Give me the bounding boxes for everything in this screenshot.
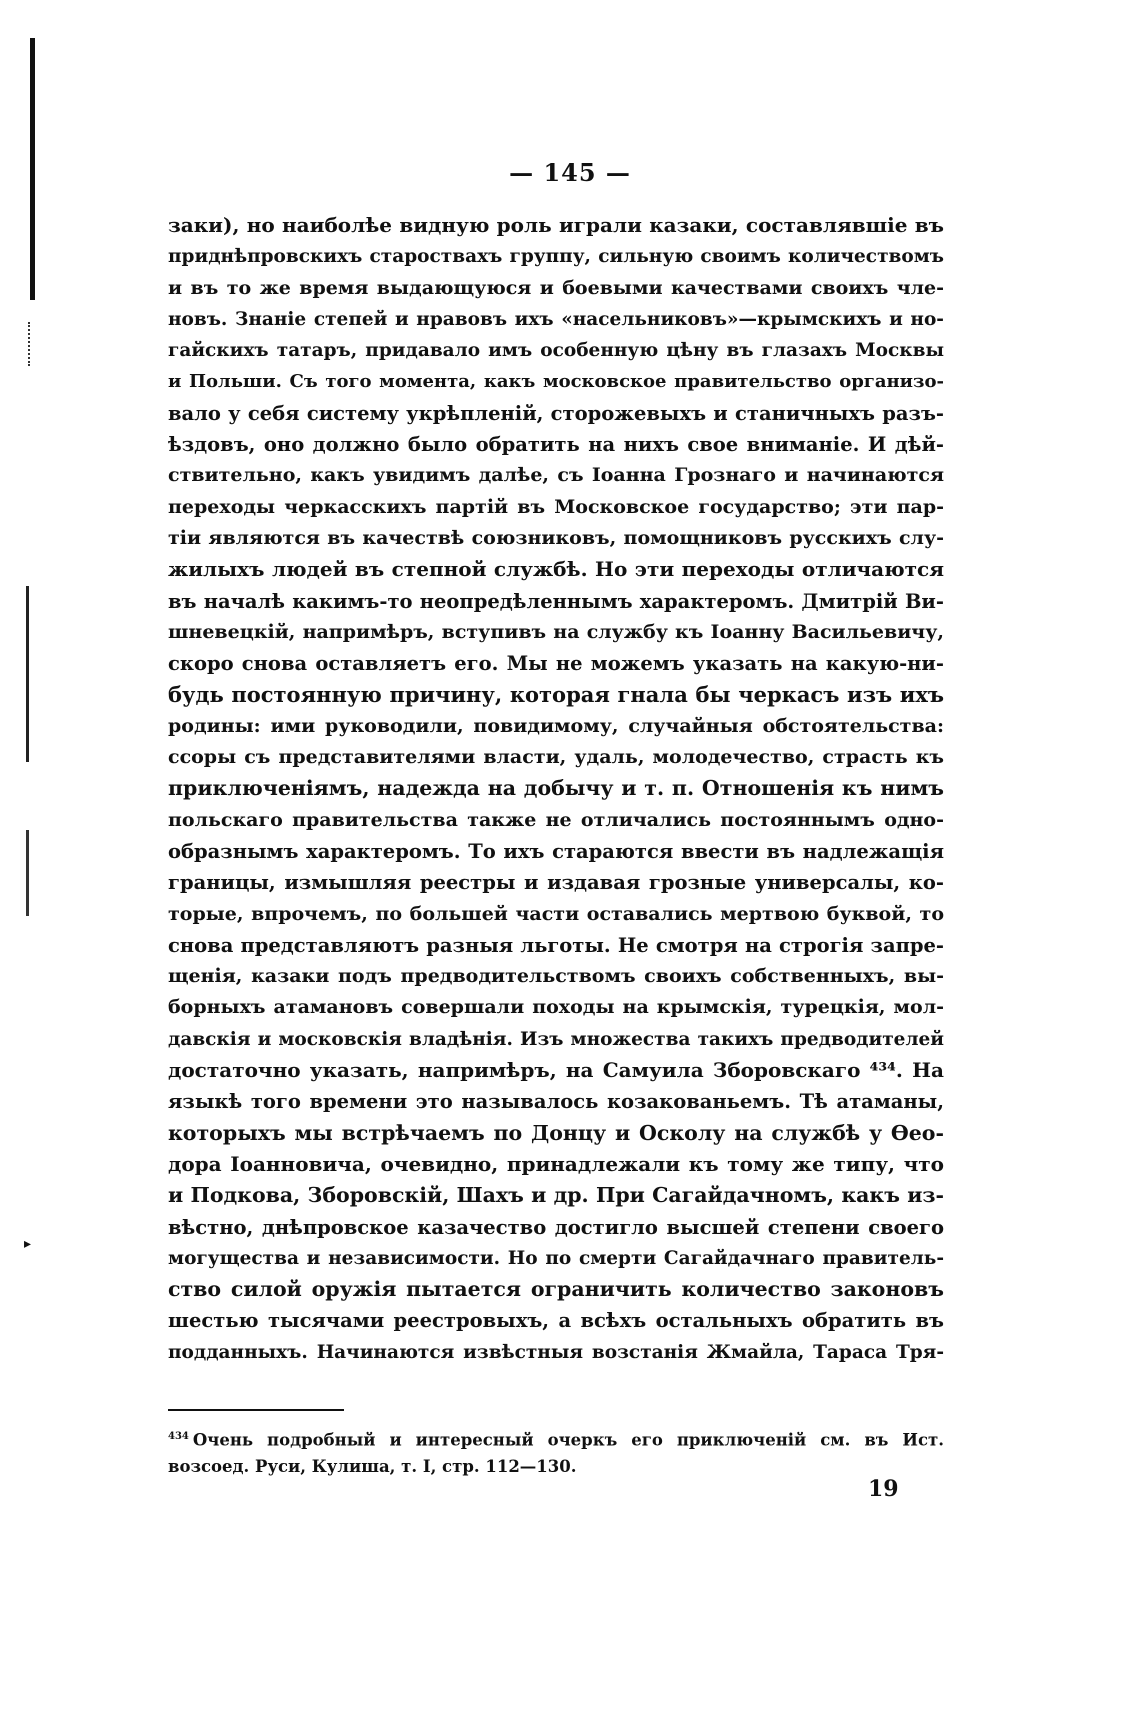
scan-edge-mark-bottom — [26, 830, 29, 916]
footnote-text-1: Очень подробный и интересный очеркъ его приключеній см. въ Ист. — [192, 1430, 944, 1450]
text-line: въ началѣ какимъ-то неопредѣленнымъ характеромъ. Дмитрій Ви- — [168, 589, 944, 613]
footnote-line-2: возсоед. Руси, Кулиша, т. I, стр. 112—130. — [168, 1457, 577, 1476]
text-line: дора Іоанновича, очевидно, принадлежали къ тому же типу, что — [168, 1151, 944, 1176]
text-line: переходы черкасскихъ партій въ Московское государство; эти пар- — [168, 495, 944, 518]
body-text — [168, 210, 944, 1368]
page-number: — 145 — — [509, 158, 631, 187]
text-line: заки), но наиболѣе видную роль играли казаки, составлявшіе въ — [168, 213, 944, 237]
text-line: и Польши. Съ того момента, какъ московское правительство организо- — [168, 371, 944, 393]
text-line: вало у себя систему укрѣпленій, сторожевыхъ и станичныхъ разъ- — [168, 401, 944, 425]
text-line: шестью тысячами реестровыхъ, а всѣхъ остальныхъ обратить въ — [168, 1309, 944, 1333]
text-line: гайскихъ татаръ, придавало имъ особенную цѣну въ глазахъ Москвы — [168, 340, 944, 362]
text-line: шневецкій, напримѣръ, вступивъ на службу къ Іоанну Васильевичу, — [168, 620, 944, 643]
text-line: приключеніямъ, надежда на добычу и т. п. Отношенія къ нимъ — [168, 776, 944, 801]
text-line: и въ то же время выдающуюся и боевыми качествами своихъ чле- — [168, 276, 944, 299]
text-line: могущества и независимости. Но по смерти Сагайдачнаго правитель- — [168, 1247, 944, 1269]
text-line: торые, впрочемъ, по большей части оставались мертвою буквой, то — [168, 902, 944, 925]
text-line: ство силой оружія пытается ограничить количество законовъ — [168, 1277, 944, 1302]
text-line: жилыхъ людей въ степной службѣ. Но эти переходы отличаются — [168, 557, 944, 582]
text-line: польскаго правительства также не отличались постояннымъ одно- — [168, 808, 944, 831]
text-line: ствительно, какъ увидимъ далѣе, съ Іоанна Грознаго и начинаются — [168, 464, 944, 487]
footnote-line-1 — [168, 1422, 944, 1452]
text-line: будь постоянную причину, которая гнала бы черкасъ изъ ихъ — [168, 682, 944, 708]
text-line: новъ. Знаніе степей и нравовъ ихъ «насельниковъ»—крымскихъ и но- — [168, 308, 944, 330]
text-line: щенія, казаки подъ предводительствомъ своихъ собственныхъ, вы- — [168, 965, 944, 988]
text-line: образнымъ характеромъ. То ихъ стараются ввести въ надлежащія — [168, 839, 944, 863]
text-line: тіи являются въ качествѣ союзниковъ, помощниковъ русскихъ слу- — [168, 526, 944, 549]
footnote — [168, 1422, 944, 1482]
text-line: борныхъ атамановъ совершали походы на крымскія, турецкія, мол- — [168, 996, 944, 1019]
text-line: давскія и московскія владѣнія. Изъ множества такихъ предводителей — [168, 1028, 944, 1050]
text-line: подданныхъ. Начинаются извѣстныя возстанія Жмайла, Тараса Тря- — [168, 1341, 944, 1363]
text-line: снова представляютъ разныя льготы. Не смотря на строгія запре- — [168, 933, 944, 957]
text-line: ѣздовъ, оно должно было обратить на нихъ свое вниманіе. И дѣй- — [168, 433, 944, 457]
text-line: приднѣпровскихъ староствахъ группу, сильную своимъ количествомъ — [168, 246, 944, 268]
text-line: языкѣ того времени это называлось козакованьемъ. Тѣ атаманы, — [168, 1090, 944, 1114]
text-line: которыхъ мы встрѣчаемъ по Донцу и Осколу на службѣ у Ѳео- — [168, 1120, 944, 1145]
footnote-marker: 434 — [168, 1431, 189, 1442]
text-line: ссоры съ представителями власти, удаль, молодечество, страсть къ — [168, 746, 944, 769]
text-line: вѣстно, днѣпровское казачество достигло высшей степени своего — [168, 1215, 944, 1239]
scan-edge-mark-lower — [26, 586, 29, 762]
text-line: и Подкова, Зборовскій, Шахъ и др. При Сагайдачномъ, какъ из- — [168, 1183, 944, 1208]
text-line: достаточно указать, напримѣръ, на Самуила Зборовскаго ⁴³⁴. На — [168, 1058, 944, 1083]
scan-dot-marks — [28, 322, 32, 366]
text-line: родины: ими руководили, повидимому, случайныя обстоятельства: — [168, 714, 944, 737]
text-line: скоро снова оставляетъ его. Мы не можемъ указать на какую-ни- — [168, 652, 944, 676]
text-line: границы, измышляя реестры и издавая грозные универсалы, ко- — [168, 871, 944, 895]
footnote-rule — [168, 1409, 344, 1411]
margin-arrow-icon: ▸ — [24, 1236, 32, 1252]
signature-mark: 19 — [868, 1476, 899, 1502]
